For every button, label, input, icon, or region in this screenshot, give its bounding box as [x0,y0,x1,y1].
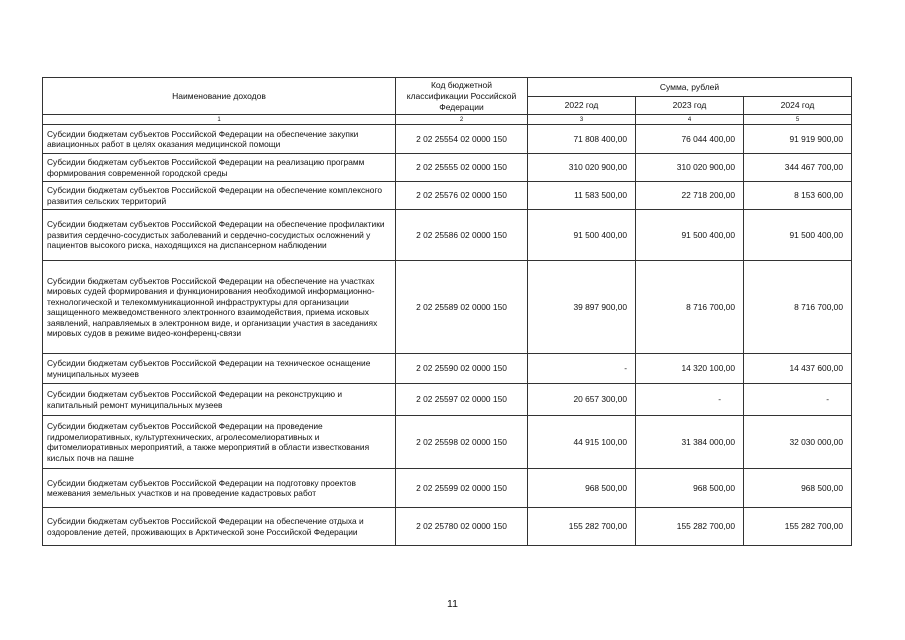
row-sum-2024: - [744,384,852,416]
row-sum-2022: 20 657 300,00 [528,384,636,416]
header-year-2023: 2023 год [636,96,744,115]
row-sum-2022: 155 282 700,00 [528,508,636,546]
row-sum-2022: 71 808 400,00 [528,125,636,154]
column-number: 3 [528,115,636,125]
row-sum-2023: 155 282 700,00 [636,508,744,546]
header-row-top [43,78,852,97]
row-sum-2024: 14 437 600,00 [744,354,852,384]
table-row [43,508,852,546]
row-income-name: Субсидии бюджетам субъектов Российской Федерации на обеспечение на участках мировых судей формирования и функционирования необходимой информационно-технологической и телекоммуникационной инфраструктуры для организации защищенного межведомственного электронного взаимодействия, приема исковых заявлений, направляемых в электронном виде, и организации участия в заседаниях мировых судов в режиме видео-конференц-связи [43,261,396,354]
table-row [43,154,852,182]
row-budget-code: 2 02 25590 02 0000 150 [396,354,528,384]
page-number: 11 [447,598,458,610]
row-income-name: Субсидии бюджетам субъектов Российской Федерации на проведение гидромелиоративных, культуртехнических, агролесомелиоративных и фитомелиоративных мероприятий, а также мероприятий в области известкования кислых почв на пашне [43,416,396,469]
row-sum-2023: 31 384 000,00 [636,416,744,469]
row-budget-code: 2 02 25598 02 0000 150 [396,416,528,469]
header-year-2022: 2022 год [528,96,636,115]
header-sum: Сумма, рублей [528,78,852,97]
table-row [43,210,852,261]
row-budget-code: 2 02 25555 02 0000 150 [396,154,528,182]
column-number: 1 [43,115,396,125]
column-number: 2 [396,115,528,125]
row-sum-2024: 32 030 000,00 [744,416,852,469]
row-sum-2023: 22 718 200,00 [636,182,744,210]
row-income-name: Субсидии бюджетам субъектов Российской Федерации на подготовку проектов межевания земельных участков и на проведение кадастровых работ [43,469,396,508]
row-sum-2023: 310 020 900,00 [636,154,744,182]
row-sum-2023: - [636,384,744,416]
row-sum-2022: 44 915 100,00 [528,416,636,469]
column-number-row [43,115,852,125]
row-sum-2022: 968 500,00 [528,469,636,508]
row-sum-2024: 8 716 700,00 [744,261,852,354]
row-sum-2024: 968 500,00 [744,469,852,508]
row-sum-2023: 14 320 100,00 [636,354,744,384]
row-sum-2023: 8 716 700,00 [636,261,744,354]
row-budget-code: 2 02 25576 02 0000 150 [396,182,528,210]
row-budget-code: 2 02 25589 02 0000 150 [396,261,528,354]
row-income-name: Субсидии бюджетам субъектов Российской Федерации на обеспечение профилактики развития сердечно-сосудистых заболеваний и сердечно-сосудистых осложнений у пациентов высокого риска, находящихся на диспансерном наблюдении [43,210,396,261]
table-row [43,354,852,384]
column-number: 4 [636,115,744,125]
row-income-name: Субсидии бюджетам субъектов Российской Федерации на обеспечение комплексного развития сельских территорий [43,182,396,210]
row-sum-2024: 91 500 400,00 [744,210,852,261]
row-income-name: Субсидии бюджетам субъектов Российской Федерации на реконструкцию и капитальный ремонт муниципальных музеев [43,384,396,416]
row-income-name: Субсидии бюджетам субъектов Российской Федерации на обеспечение отдыха и оздоровление детей, проживающих в Арктической зоне Российской Федерации [43,508,396,546]
row-income-name: Субсидии бюджетам субъектов Российской Федерации на обеспечение закупки авиационных работ в целях оказания медицинской помощи [43,125,396,154]
row-sum-2023: 968 500,00 [636,469,744,508]
row-sum-2022: 11 583 500,00 [528,182,636,210]
row-sum-2022: 91 500 400,00 [528,210,636,261]
row-sum-2022: 39 897 900,00 [528,261,636,354]
table-row [43,125,852,154]
row-sum-2022: 310 020 900,00 [528,154,636,182]
row-sum-2023: 76 044 400,00 [636,125,744,154]
table-row [43,469,852,508]
row-sum-2022: - [528,354,636,384]
row-sum-2024: 344 467 700,00 [744,154,852,182]
table-row [43,416,852,469]
row-sum-2023: 91 500 400,00 [636,210,744,261]
row-sum-2024: 8 153 600,00 [744,182,852,210]
revenue-table [42,77,852,546]
row-budget-code: 2 02 25780 02 0000 150 [396,508,528,546]
table-row [43,182,852,210]
header-budget-code: Код бюджетной классификации Российской Федерации [396,78,528,115]
row-budget-code: 2 02 25586 02 0000 150 [396,210,528,261]
row-budget-code: 2 02 25599 02 0000 150 [396,469,528,508]
table-row [43,261,852,354]
row-budget-code: 2 02 25554 02 0000 150 [396,125,528,154]
row-income-name: Субсидии бюджетам субъектов Российской Федерации на реализацию программ формирования современной городской среды [43,154,396,182]
row-sum-2024: 155 282 700,00 [744,508,852,546]
header-income-name: Наименование доходов [43,78,396,115]
row-sum-2024: 91 919 900,00 [744,125,852,154]
row-budget-code: 2 02 25597 02 0000 150 [396,384,528,416]
header-year-2024: 2024 год [744,96,852,115]
table-row [43,384,852,416]
row-income-name: Субсидии бюджетам субъектов Российской Федерации на техническое оснащение муниципальных музеев [43,354,396,384]
column-number: 5 [744,115,852,125]
